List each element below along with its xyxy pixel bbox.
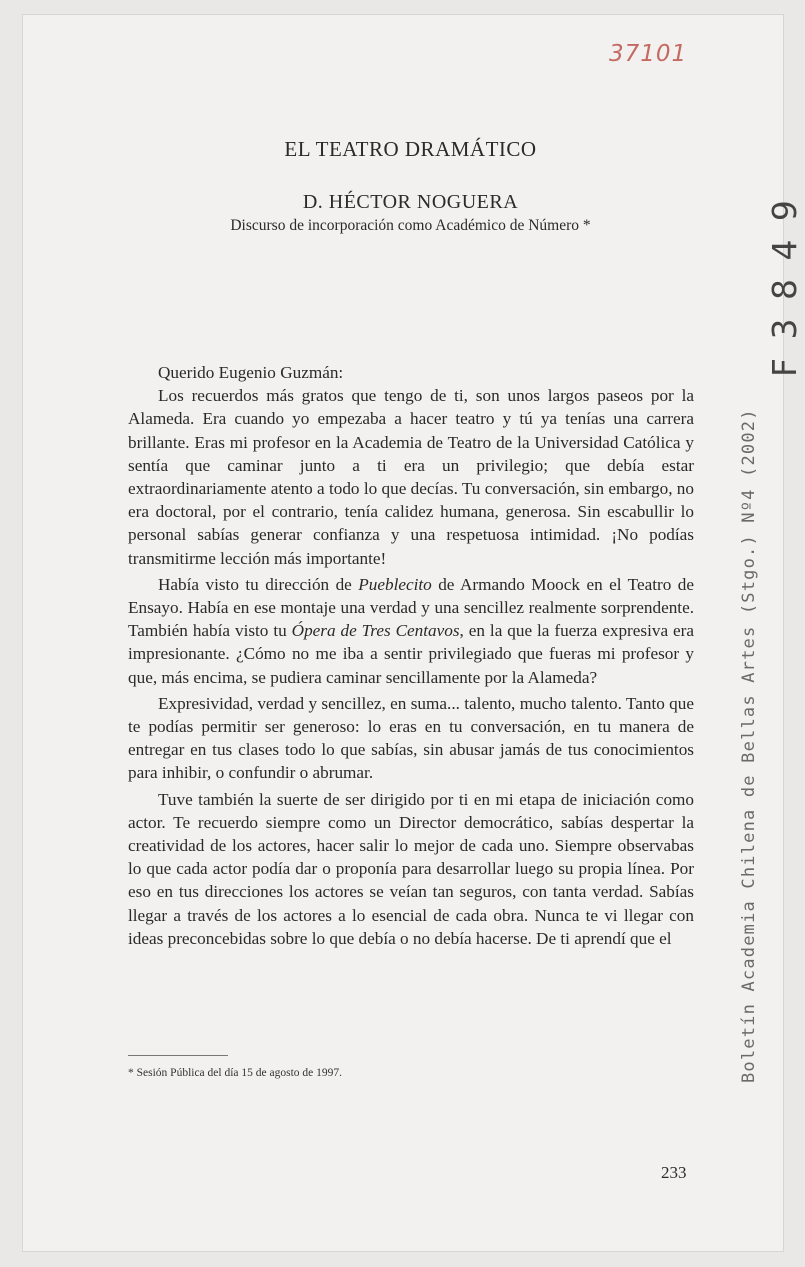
work-title-opera: Ópera de Tres Centavos [291,621,460,641]
salutation: Querido Eugenio Guzmán: [158,363,344,382]
paragraph-4: Tuve también la suerte de ser dirigido por ti en mi etapa de iniciación como actor. Te recuerdo siempre como un Director democrático, sabías despertar la creatividad de los actores, hacer salir lo mejor de cada uno. Siempre observabas lo que cada actor podía dar o proponía para desarrollar luego su propia línea. Por eso en tus direcciones los actores se veían tan seguros, con tanta verdad. Sabías llegar a través de los actores a lo esencial de cada obra. Nunca te vi llegar con ideas preconcebidas sobre lo que debía o no debía hacerse. De ti aprendí que el [128,789,694,948]
paragraph-2-text-a: Había visto tu dirección de [158,574,359,594]
body-text [128,361,694,950]
document-page [22,14,804,1252]
paragraph-2 [128,573,694,689]
paragraph-2-text-b: de Armando Moock en el Teatro de Ensayo. Había en ese montaje una verdad y una sencillez realmente sorprendente. También había visto tu [128,574,694,641]
page-number: 233 [661,1163,687,1182]
handwritten-catalog-number: 37101 [609,41,688,67]
article-title: EL TEATRO DRAMÁTICO [284,137,537,161]
footnote-divider [128,1055,228,1056]
work-title-pueblecito: Pueblecito [358,574,432,594]
paragraph-2-text-c: , en la que la fuerza expresiva era impresionante. ¿Cómo no me iba a sentir privilegiado que fueras mi profesor y que, más encima, se pudiera caminar sencillamente por la Alameda? [128,621,694,687]
paragraph-3: Expresividad, verdad y sencillez, en suma... talento, mucho talento. Tanto que te podías permitir ser generoso: lo eras en tu conversación, en tu manera de entregar en tus clases todo lo que sabías, sin abusar jamás de tus conocimientos para inhibir, o confundir o abrumar. [128,693,694,783]
author-subtitle: Discurso de incorporación como Académico de Número * [230,217,591,234]
author-name: D. HÉCTOR NOGUERA [302,191,519,213]
side-library-stamp: Boletín Academia Chilena de Bellas Artes (Stgo.) Nº4 (2002) [739,408,759,1083]
paragraph-1: Los recuerdos más gratos que tengo de ti, son unos largos paseos por la Alameda. Era cuando yo empezaba a hacer teatro y tú ya tenías una carrera brillante. Eras mi profesor en la Academia de Teatro de la Universidad Católica y sentía que caminar junto a ti era un privilegio; que debía estar extraordinariamente atento a todo lo que decías. Tu conversación, sin embargo, no era doctoral, por el contrario, tenía calidez humana, generosa. Sin escabullir lo personal sabías generar confianza y una respetuosa intimidad. ¡No podías transmitirme lección más importante! [128,386,694,568]
side-handwritten-code: F 3 8 4 9 [765,196,804,377]
footnote: * Sesión Pública del día 15 de agosto de 1997. [128,1067,342,1079]
